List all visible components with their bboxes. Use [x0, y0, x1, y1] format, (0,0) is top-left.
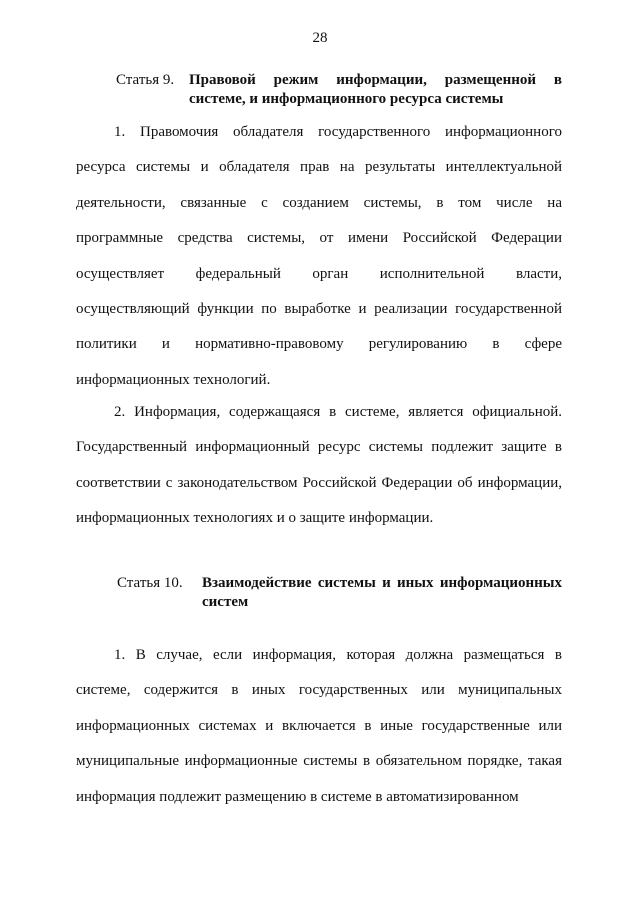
page-number: 28	[312, 30, 328, 46]
article-9-paragraph-2: 2. Информация, содержащаяся в системе, является официальной. Государственный информационный ресурс системы подлежит защите в соответствии с законодательством Российской Федерации об информации, информационных технологиях и о защите информации.	[76, 404, 562, 527]
article-10-paragraph-1: 1. В случае, если информация, которая должна размещаться в системе, содержится в иных государственных или муниципальных информационных системах и включается в иные государственные или муниципальные информационные системы в обязательном порядке, такая информация подлежит размещению в системе в автоматизированном	[76, 647, 562, 805]
article-9-heading	[76, 71, 562, 111]
article-10-title: Взаимодействие системы и иных информационных систем	[202, 575, 562, 610]
article-10-label: Статья 10.	[117, 575, 183, 591]
article-9-label: Статья 9.	[116, 72, 175, 88]
article-9-title: Правовой режим информации, размещенной в системе, и информационного ресурса системы	[189, 72, 562, 107]
article-10-heading	[76, 574, 562, 614]
article-9-paragraph-1: 1. Правомочия обладателя государственного информационного ресурса системы и обладателя прав на результаты интеллектуальной деятельности, связанные с созданием системы, в том числе на программные средства системы, от имени Российской Федерации осуществляет федеральный орган исполнительной власти, осуществляющий функции по выработке и реализации государственной политики и нормативно-правовому регулированию в сфере информационных технологий.	[76, 124, 562, 388]
